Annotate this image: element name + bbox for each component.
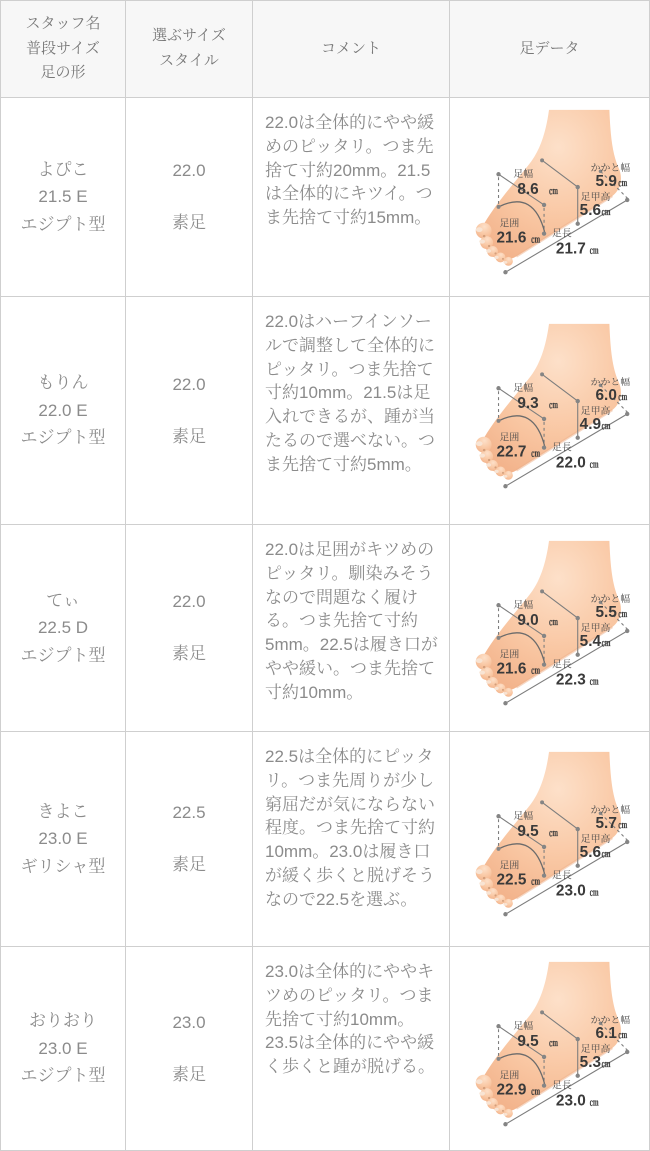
chosen-size: 22.0 — [172, 592, 206, 611]
staff-cell — [1, 98, 126, 297]
instep-height-label: 足甲高 — [580, 191, 610, 203]
foot-data-cell — [450, 947, 650, 1151]
staff-cell — [1, 297, 126, 525]
unit-cm: ㎝ — [530, 876, 540, 887]
foot-data-cell — [450, 98, 650, 297]
foot-width-value: 9.3 — [516, 394, 539, 412]
foot-girth-label: 足囲 — [499, 1070, 519, 1082]
unit-cm: ㎝ — [600, 637, 610, 648]
foot-data-cell — [450, 732, 650, 947]
foot-girth-label: 足囲 — [499, 218, 519, 230]
header-foot-data — [450, 1, 650, 98]
table-row — [1, 98, 650, 297]
unit-cm: ㎝ — [617, 609, 627, 620]
fitting-style: 素足 — [172, 213, 206, 232]
foot-girth-value: 22.9 — [496, 1081, 526, 1099]
table-row — [1, 947, 650, 1151]
staff-name: もりん — [37, 373, 89, 393]
foot-length-value: 23.0 — [555, 1091, 586, 1109]
header-staff-line: 普段サイズ — [26, 39, 100, 57]
foot-girth-value: 22.5 — [496, 871, 526, 889]
foot-length-value: 21.7 — [555, 240, 586, 258]
foot-girth-label: 足囲 — [499, 860, 519, 872]
size-cell — [126, 947, 253, 1151]
foot-girth-label: 足囲 — [499, 432, 519, 444]
unit-cm: ㎝ — [548, 617, 558, 628]
foot-length-label: 足長 — [551, 228, 572, 240]
foot-girth-value: 21.6 — [496, 229, 526, 247]
instep-height-label: 足甲高 — [580, 833, 610, 845]
heel-width-value: 5.9 — [595, 173, 617, 191]
size-cell — [126, 525, 253, 732]
unit-cm: ㎝ — [548, 399, 558, 410]
foot-width-label: 足幅 — [512, 600, 533, 612]
comment-text: 22.0は全体的にやや緩めのピッタリ。つま先捨て寸約20mm。21.5は全体的にキツイ。つま先捨て寸約15mm。 — [265, 113, 435, 228]
header-size-line: 選ぶサイズ — [152, 27, 226, 45]
foot-measurement-diagram — [451, 98, 649, 296]
header-size-line: スタイル — [159, 52, 219, 69]
comment-text: 22.0は足囲がキツめのピッタリ。馴染みそうなので問題なく履ける。つま先捨て寸約5mm。22.5は履き口がやや緩い。つま先捨て寸約10mm。 — [265, 540, 438, 702]
comment-cell — [253, 525, 450, 732]
instep-height-label: 足甲高 — [580, 1043, 610, 1055]
foot-data-cell — [450, 525, 650, 732]
heel-width-label: かかと幅 — [590, 376, 630, 388]
unit-cm: ㎝ — [530, 448, 540, 459]
heel-width-value: 6.1 — [595, 1024, 617, 1042]
heel-width-label: かかと幅 — [590, 594, 630, 606]
comment-cell — [253, 947, 450, 1151]
unit-cm: ㎝ — [589, 1096, 599, 1107]
foot-length-label: 足長 — [551, 1080, 572, 1092]
instep-height-label: 足甲高 — [580, 622, 610, 634]
unit-cm: ㎝ — [530, 665, 540, 676]
unit-cm: ㎝ — [617, 820, 627, 831]
chosen-size: 22.5 — [172, 803, 206, 822]
comment-text: 23.0は全体的にややキツめのピッタリ。つま先捨て寸約10mm。23.5は全体的にやや緩く歩くと踵が脱げる。 — [265, 962, 435, 1077]
unit-cm: ㎝ — [600, 848, 610, 859]
comment-cell — [253, 297, 450, 525]
staff-cell — [1, 732, 126, 947]
comment-text: 22.0はハーフインソールで調整して全体的にピッタリ。つま先捨て寸約10mm。21.5は足入れできるが、踵が当たるので選べない。つま先捨て寸約5mm。 — [265, 312, 435, 474]
foot-measurement-diagram — [451, 529, 649, 727]
unit-cm: ㎝ — [548, 828, 558, 839]
unit-cm: ㎝ — [600, 206, 610, 217]
foot-girth-value: 22.7 — [496, 443, 526, 461]
header-staff-line: スタッフ名 — [25, 14, 101, 32]
foot-width-value: 8.6 — [516, 181, 539, 199]
table-row — [1, 732, 650, 947]
staff-foot-shape: エジプト型 — [20, 214, 106, 234]
foot-width-value: 9.5 — [516, 823, 539, 841]
foot-measurement-diagram — [451, 312, 649, 510]
staff-foot-shape: エジプト型 — [20, 428, 106, 448]
heel-width-value: 5.7 — [595, 815, 617, 833]
heel-width-label: かかと幅 — [590, 163, 630, 175]
staff-usual-size: 23.0 E — [38, 1038, 88, 1058]
header-comment — [253, 1, 450, 98]
foot-length-value: 23.0 — [555, 882, 586, 900]
header-chosen-size — [126, 1, 253, 98]
unit-cm: ㎝ — [617, 391, 627, 402]
chosen-size: 22.0 — [172, 161, 206, 180]
unit-cm: ㎝ — [589, 887, 599, 898]
staff-cell — [1, 947, 126, 1151]
table-body — [1, 98, 650, 1151]
foot-measurement-diagram — [451, 950, 649, 1148]
instep-height-value: 5.6 — [579, 843, 601, 861]
instep-height-value: 5.6 — [579, 201, 601, 219]
foot-width-label: 足幅 — [512, 382, 533, 394]
unit-cm: ㎝ — [589, 458, 599, 469]
table-row — [1, 297, 650, 525]
heel-width-label: かかと幅 — [590, 805, 630, 817]
staff-usual-size: 23.0 E — [38, 829, 88, 849]
size-cell — [126, 98, 253, 297]
staff-foot-shape: エジプト型 — [20, 1066, 106, 1086]
chosen-size: 22.0 — [172, 374, 206, 394]
foot-girth-value: 21.6 — [496, 660, 526, 678]
staff-name: てぃ — [46, 590, 80, 610]
foot-length-label: 足長 — [551, 659, 572, 671]
table-header-row — [1, 1, 650, 98]
foot-data-cell — [450, 297, 650, 525]
comment-cell — [253, 732, 450, 947]
foot-width-label: 足幅 — [512, 169, 533, 181]
staff-usual-size: 22.0 E — [38, 400, 88, 420]
staff-name: きよこ — [37, 801, 89, 821]
unit-cm: ㎝ — [589, 245, 599, 256]
header-staff-line: 足の形 — [40, 64, 86, 82]
comment-text: 22.5は全体的にピッタリ。つま先周りが少し窮屈だが気にならない程度。つま先捨て寸約10mm。23.0は履き口が緩く歩くと脱げそうなので22.5を選ぶ。 — [265, 747, 435, 909]
foot-length-value: 22.3 — [555, 671, 586, 689]
unit-cm: ㎝ — [600, 1058, 610, 1069]
table-row — [1, 525, 650, 732]
staff-cell — [1, 525, 126, 732]
foot-length-label: 足長 — [551, 442, 572, 454]
fitting-style: 素足 — [172, 1064, 206, 1084]
staff-usual-size: 21.5 E — [38, 187, 88, 207]
header-foot-data-label: 足データ — [519, 39, 580, 57]
size-cell — [126, 732, 253, 947]
unit-cm: ㎝ — [548, 1037, 558, 1048]
unit-cm: ㎝ — [600, 420, 610, 431]
fitting-style: 素足 — [172, 644, 206, 663]
unit-cm: ㎝ — [617, 1029, 627, 1040]
comment-cell — [253, 98, 450, 297]
unit-cm: ㎝ — [589, 676, 599, 687]
chosen-size: 23.0 — [172, 1012, 206, 1032]
size-cell — [126, 297, 253, 525]
staff-usual-size: 22.5 D — [37, 618, 89, 638]
unit-cm: ㎝ — [530, 1086, 540, 1097]
instep-height-value: 5.3 — [579, 1053, 601, 1071]
header-comment-label: コメント — [320, 39, 381, 57]
staff-name: よぴこ — [37, 159, 89, 179]
heel-width-value: 5.5 — [595, 604, 617, 622]
instep-height-value: 5.4 — [579, 632, 601, 650]
heel-width-label: かかと幅 — [590, 1014, 630, 1026]
foot-measurement-diagram — [451, 740, 649, 938]
instep-height-label: 足甲高 — [580, 405, 610, 417]
unit-cm: ㎝ — [617, 178, 627, 189]
heel-width-value: 6.0 — [595, 386, 617, 404]
foot-width-value: 9.5 — [516, 1032, 539, 1050]
fitting-style: 素足 — [172, 426, 206, 446]
foot-length-label: 足長 — [551, 870, 572, 882]
unit-cm: ㎝ — [548, 186, 558, 197]
unit-cm: ㎝ — [530, 234, 540, 245]
staff-name: おりおり — [29, 1011, 97, 1031]
instep-height-value: 4.9 — [579, 415, 601, 433]
staff-foot-shape: エジプト型 — [20, 645, 106, 665]
staff-foot-shape: ギリシャ型 — [20, 856, 106, 876]
foot-width-label: 足幅 — [512, 1020, 533, 1032]
foot-width-value: 9.0 — [516, 612, 539, 630]
foot-length-value: 22.0 — [555, 453, 586, 471]
fitting-style: 素足 — [172, 855, 206, 874]
foot-width-label: 足幅 — [512, 811, 533, 823]
foot-girth-label: 足囲 — [499, 649, 519, 661]
header-staff — [1, 1, 126, 98]
